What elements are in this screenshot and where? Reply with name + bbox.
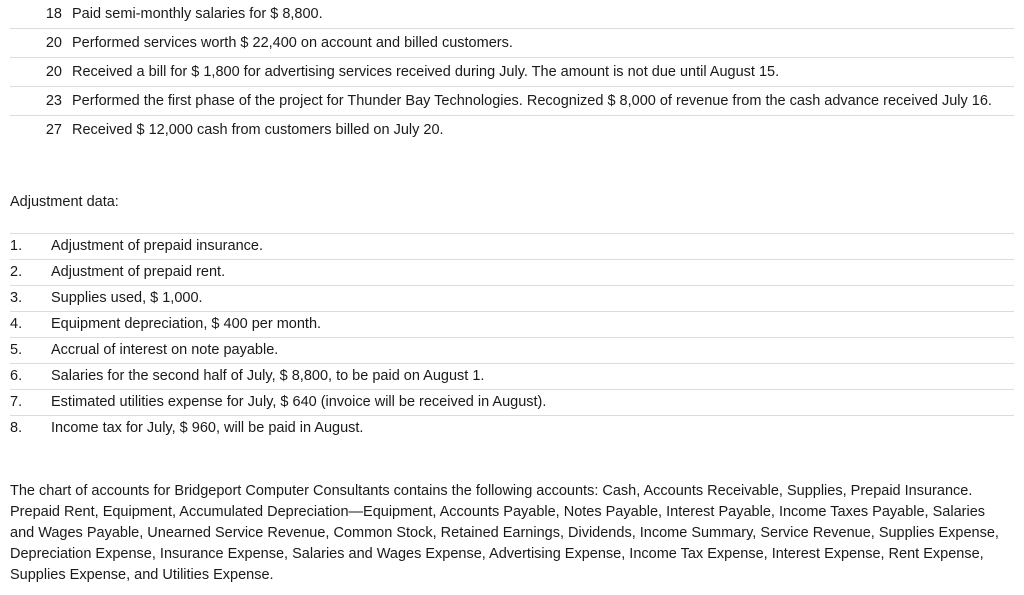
adjustment-number: 8. (10, 420, 23, 436)
adjustment-item (10, 338, 1014, 364)
adjustment-number: 7. (10, 394, 23, 410)
adjustment-number: 6. (10, 368, 23, 384)
transaction-description: Received $ 12,000 cash from customers billed on July 20. (72, 122, 444, 138)
transaction-row (10, 87, 1014, 116)
adjustment-number: 1. (10, 238, 23, 254)
adjustment-number: 5. (10, 342, 23, 358)
adjustment-number: 2. (10, 264, 23, 280)
transaction-row (10, 58, 1014, 87)
adjustment-text: Adjustment of prepaid rent. (51, 264, 226, 280)
adjustment-text: Income tax for July, $ 960, will be paid in August. (51, 420, 364, 436)
transaction-description: Paid semi-monthly salaries for $ 8,800. (72, 6, 323, 22)
adjustment-list (10, 233, 1014, 441)
adjustment-number: 4. (10, 316, 23, 332)
transaction-day: 27 (45, 122, 62, 138)
transaction-day: 23 (45, 93, 62, 109)
chart-of-accounts-paragraph: The chart of accounts for Bridgeport Computer Consultants contains the following accounts: Cash, Accounts Receivable, Supplies, Prepaid Insurance. Prepaid Rent, Equipment, Accumulated Depreciation—Equipment, Accounts Payable, Notes Payable, Interest Payable, Income Taxes Payable, Salaries and Wages Payable, Unearned Service Revenue, Common Stock, Retained Earnings, Dividends, Income Summary, Service Revenue, Supplies Expense, Depreciation Expense, Insurance Expense, Salaries and Wages Expense, Advertising Expense, Income Tax Expense, Interest Expense, Rent Expense, Supplies Expense, and Utilities Expense. (10, 483, 999, 583)
adjustment-item (10, 364, 1014, 390)
transaction-row (10, 116, 1014, 144)
transaction-description: Performed services worth $ 22,400 on account and billed customers. (72, 35, 513, 51)
transaction-day: 20 (45, 64, 62, 80)
adjustment-item (10, 234, 1014, 260)
transaction-row (10, 0, 1014, 29)
adjustment-item (10, 390, 1014, 416)
transactions-table (10, 0, 1014, 144)
adjustment-data-heading: Adjustment data: (10, 194, 119, 210)
adjustment-text: Salaries for the second half of July, $ 8,800, to be paid on August 1. (51, 368, 485, 384)
adjustment-item (10, 286, 1014, 312)
adjustment-text: Equipment depreciation, $ 400 per month. (51, 316, 322, 332)
transaction-description: Performed the first phase of the project for Thunder Bay Technologies. Recognized $ 8,000 of revenue from the cash advance received July 16. (72, 93, 992, 109)
transaction-day: 18 (45, 6, 62, 22)
adjustment-text: Adjustment of prepaid insurance. (51, 238, 263, 254)
transaction-row (10, 29, 1014, 58)
adjustment-item (10, 312, 1014, 338)
transaction-description: Received a bill for $ 1,800 for advertising services received during July. The amount is not due until August 15. (72, 64, 780, 80)
adjustment-item (10, 260, 1014, 286)
adjustment-text: Supplies used, $ 1,000. (51, 290, 203, 306)
adjustment-text: Estimated utilities expense for July, $ 640 (invoice will be received in August). (51, 394, 547, 410)
transaction-day: 20 (45, 35, 62, 51)
adjustment-item (10, 416, 1014, 441)
adjustment-text: Accrual of interest on note payable. (51, 342, 279, 358)
adjustment-number: 3. (10, 290, 23, 306)
